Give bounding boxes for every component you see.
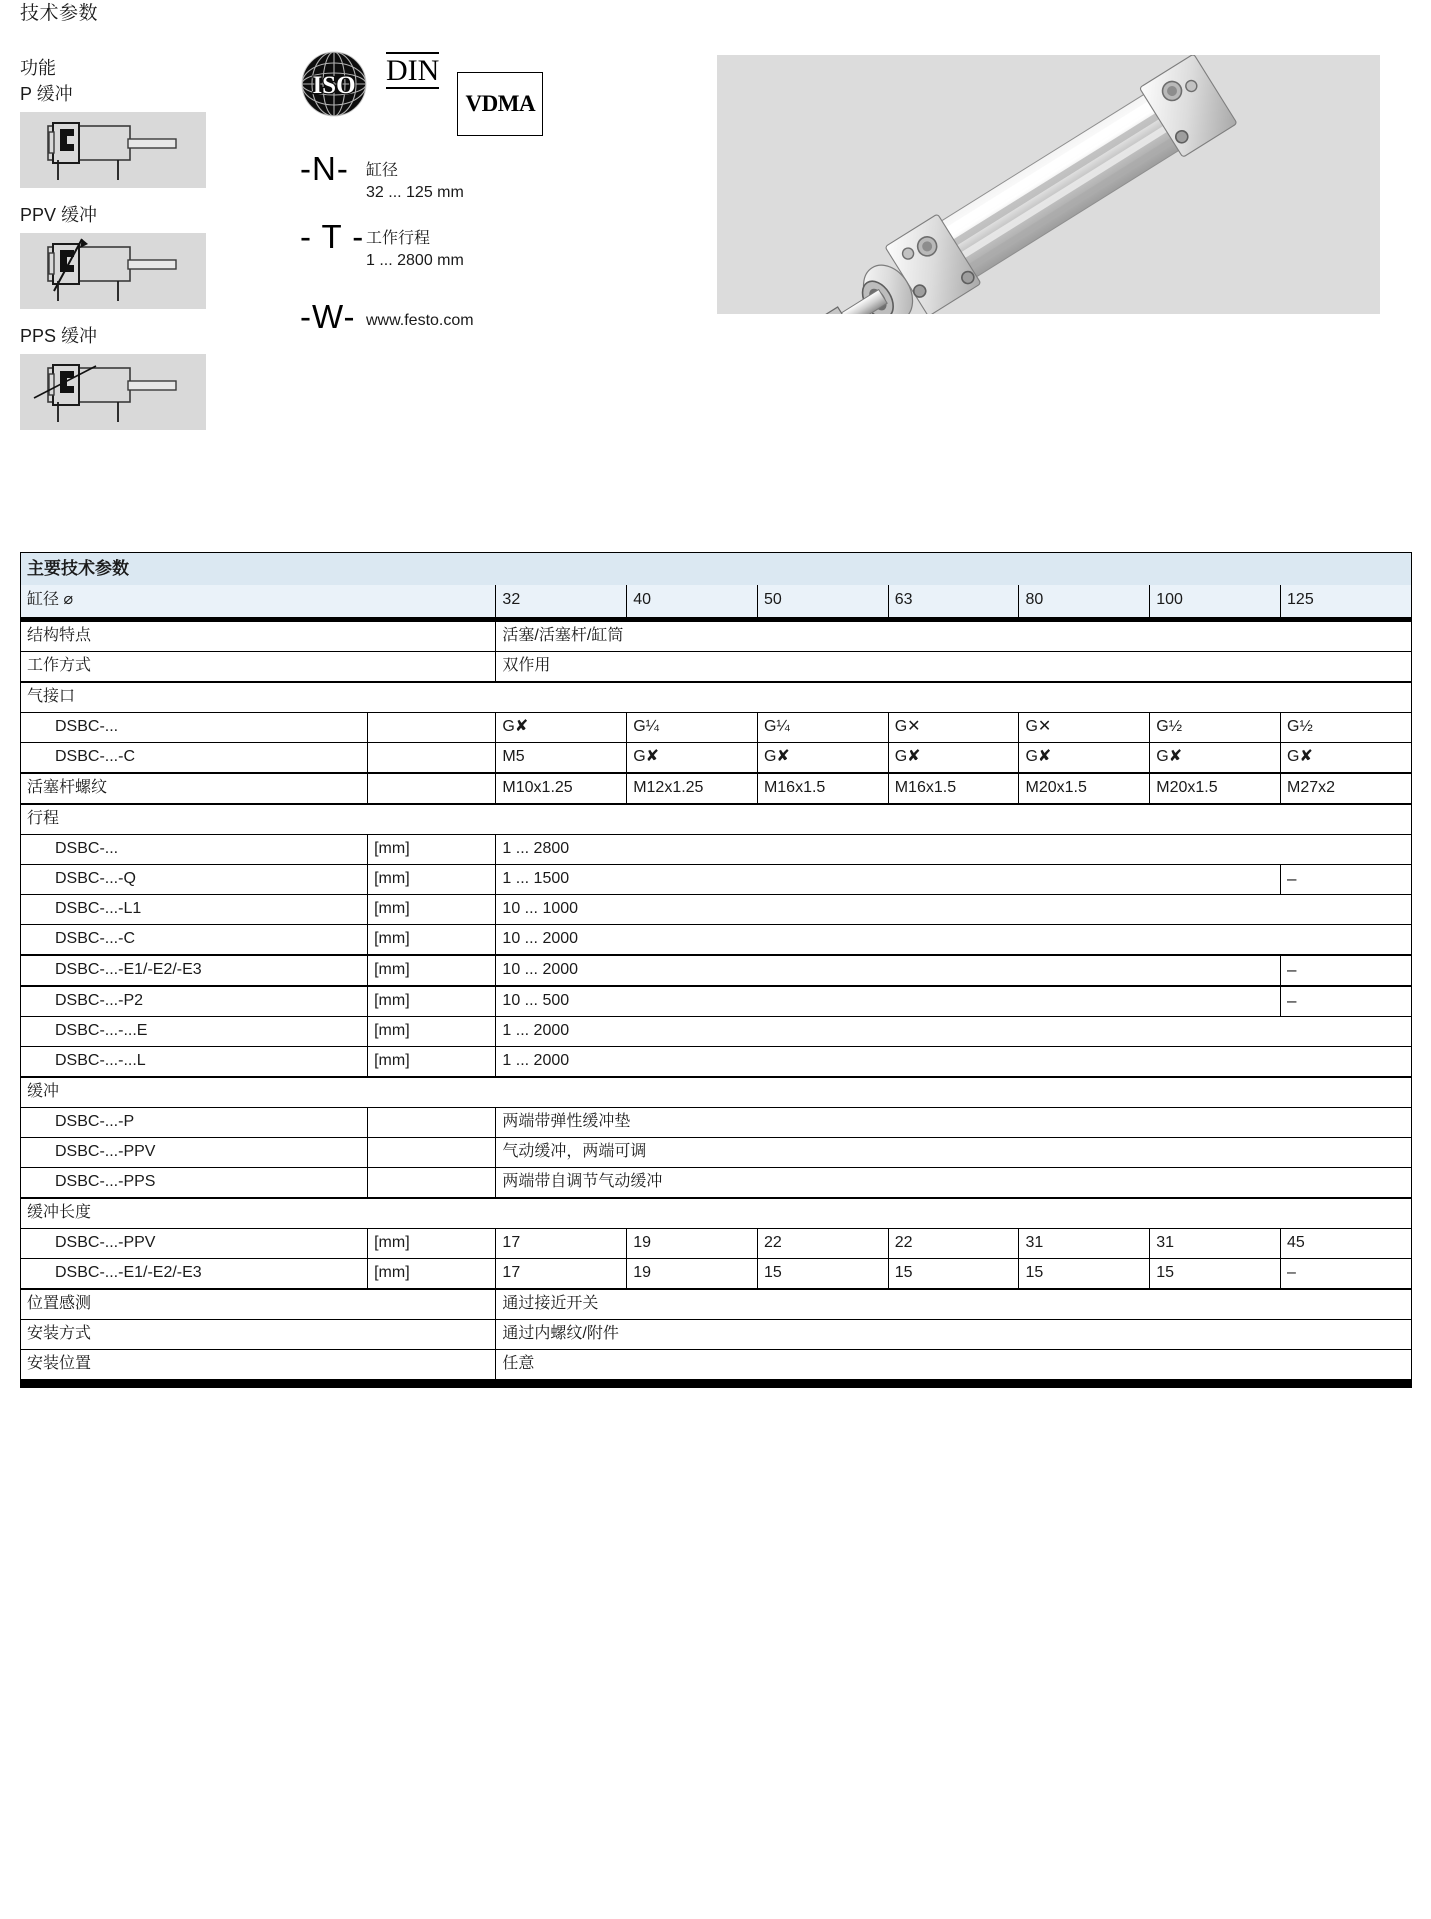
row-value: 10 ... 2000 [496, 925, 1412, 956]
row-value-50: G✘ [757, 743, 888, 774]
feature-code-n: -N- [300, 150, 349, 187]
row-value-80: G✕ [1019, 713, 1150, 743]
row-unit: [mm] [368, 1229, 496, 1259]
row-unit [368, 713, 496, 743]
table-header-row [21, 585, 1412, 620]
cylinder-pps-cushioning-symbol [20, 354, 206, 430]
row-unit: [mm] [368, 1047, 496, 1078]
table-row [21, 1198, 1412, 1229]
row-group-label: 气接口 [21, 682, 1412, 713]
table-row [21, 773, 1412, 804]
table-row [21, 1350, 1412, 1381]
row-group-label: 行程 [21, 804, 1412, 835]
row-label: 位置感测 [21, 1289, 496, 1320]
table-row [21, 1017, 1412, 1047]
product-photo [717, 55, 1380, 314]
row-value: 任意 [496, 1350, 1412, 1381]
table-row [21, 895, 1412, 925]
row-value-32: M10x1.25 [496, 773, 627, 804]
column-header-bore-label: 缸径 ⌀ [21, 585, 496, 620]
row-label: DSBC-...-E1/-E2/-E3 [21, 1259, 368, 1290]
row-value: 活塞/活塞杆/缸筒 [496, 620, 1412, 652]
row-value-125: 45 [1281, 1229, 1412, 1259]
row-label: DSBC-...-L1 [21, 895, 368, 925]
feature-stroke [300, 220, 580, 272]
row-group-label: 缓冲 [21, 1077, 1412, 1108]
row-unit [368, 1168, 496, 1199]
feature-desc-stroke: 工作行程 [366, 230, 431, 247]
row-value-80: 31 [1019, 1229, 1150, 1259]
row-unit [368, 1108, 496, 1138]
column-header-bore-80: 80 [1019, 585, 1150, 620]
feature-code-w: -W- [300, 298, 356, 335]
row-value-last: – [1281, 986, 1412, 1017]
row-label: DSBC-...-C [21, 925, 368, 956]
din-logo: DIN [386, 54, 440, 87]
row-unit [368, 1138, 496, 1168]
row-value-80: G✘ [1019, 743, 1150, 774]
row-label: 安装方式 [21, 1320, 496, 1350]
table-row [21, 620, 1412, 652]
row-value-125: G✘ [1281, 743, 1412, 774]
feature-web [300, 298, 580, 335]
row-value: 通过接近开关 [496, 1289, 1412, 1320]
row-unit: [mm] [368, 1259, 496, 1290]
row-value-63: G✕ [888, 713, 1019, 743]
specifications-table-wrapper [20, 552, 1412, 1388]
row-label: DSBC-...-PPV [21, 1229, 368, 1259]
row-group-label: 缓冲长度 [21, 1198, 1412, 1229]
table-row [21, 1229, 1412, 1259]
vdma-logo: VDMA [457, 72, 543, 136]
row-value: 气动缓冲，两端可调 [496, 1138, 1412, 1168]
table-row [21, 652, 1412, 683]
row-value: 10 ... 1000 [496, 895, 1412, 925]
row-value-32: M5 [496, 743, 627, 774]
row-value-40: 19 [627, 1259, 758, 1290]
row-value-32: 17 [496, 1229, 627, 1259]
feature-desc-bore: 缸径 [366, 162, 399, 179]
table-row [21, 955, 1412, 986]
row-unit [368, 743, 496, 774]
table-band-title [21, 553, 1412, 586]
row-value-32: G✘ [496, 713, 627, 743]
row-label: DSBC-...-C [21, 743, 368, 774]
table-row [21, 1138, 1412, 1168]
row-label: 活塞杆螺纹 [21, 773, 368, 804]
row-value-40: G¼ [627, 713, 758, 743]
row-unit: [mm] [368, 986, 496, 1017]
svg-text:ISO: ISO [312, 72, 356, 99]
row-value-100: 15 [1150, 1259, 1281, 1290]
row-unit [368, 773, 496, 804]
row-label: DSBC-...-...L [21, 1047, 368, 1078]
row-value-50: G¼ [757, 713, 888, 743]
symbol-label-ppv: PPV 缓冲 [20, 205, 98, 225]
column-header-bore-63: 63 [888, 585, 1019, 620]
row-label: DSBC-...-E1/-E2/-E3 [21, 955, 368, 986]
column-header-bore-40: 40 [627, 585, 758, 620]
row-value: 两端带自调节气动缓冲 [496, 1168, 1412, 1199]
row-value-63: G✘ [888, 743, 1019, 774]
cylinder-ppv-cushioning-symbol [20, 233, 206, 309]
table-row [21, 1108, 1412, 1138]
row-label: DSBC-...-P2 [21, 986, 368, 1017]
table-row [21, 986, 1412, 1017]
row-label: DSBC-...-P [21, 1108, 368, 1138]
row-value-50: 22 [757, 1229, 888, 1259]
row-value-63: 22 [888, 1229, 1019, 1259]
table-row [21, 1168, 1412, 1199]
row-value: 两端带弹性缓冲垫 [496, 1108, 1412, 1138]
table-row [21, 713, 1412, 743]
row-value-32: 17 [496, 1259, 627, 1290]
row-value-125: G½ [1281, 713, 1412, 743]
table-row [21, 804, 1412, 835]
feature-value-bore: 32 ... 125 mm [366, 184, 464, 201]
column-header-bore-50: 50 [757, 585, 888, 620]
row-label: DSBC-... [21, 713, 368, 743]
row-value: 10 ... 2000 [496, 955, 1281, 986]
row-value-last: – [1281, 955, 1412, 986]
row-value-100: 31 [1150, 1229, 1281, 1259]
iso-globe-icon [300, 50, 368, 118]
table-row [21, 682, 1412, 713]
row-unit: [mm] [368, 955, 496, 986]
row-value-40: 19 [627, 1229, 758, 1259]
row-label: 安装位置 [21, 1350, 496, 1381]
row-label: DSBC-...-PPS [21, 1168, 368, 1199]
row-label: DSBC-...-Q [21, 865, 368, 895]
table-row [21, 1320, 1412, 1350]
function-heading: 功能 [20, 58, 56, 78]
row-value-100: M20x1.5 [1150, 773, 1281, 804]
feature-desc-web: www.festo.com [366, 312, 474, 329]
row-value-125: – [1281, 1259, 1412, 1290]
row-value: 1 ... 1500 [496, 865, 1281, 895]
standards-column [300, 50, 580, 335]
row-value-50: 15 [757, 1259, 888, 1290]
row-value-100: G✘ [1150, 743, 1281, 774]
row-value: 1 ... 2800 [496, 835, 1412, 865]
row-value-63: 15 [888, 1259, 1019, 1290]
row-unit: [mm] [368, 1017, 496, 1047]
row-value: 10 ... 500 [496, 986, 1281, 1017]
table-row [21, 865, 1412, 895]
table-row [21, 835, 1412, 865]
row-value-40: M12x1.25 [627, 773, 758, 804]
table-row [21, 1047, 1412, 1078]
row-label: 结构特点 [21, 620, 496, 652]
table-row [21, 1289, 1412, 1320]
row-value-50: M16x1.5 [757, 773, 888, 804]
table-row [21, 1259, 1412, 1290]
specifications-table-body [21, 553, 1412, 1381]
row-label: DSBC-...-...E [21, 1017, 368, 1047]
row-value-125: M27x2 [1281, 773, 1412, 804]
row-value-63: M16x1.5 [888, 773, 1019, 804]
table-row [21, 1077, 1412, 1108]
symbol-label-pps: PPS 缓冲 [20, 326, 98, 346]
symbol-label-p: P 缓冲 [20, 84, 73, 104]
page-title: 技术参数 [20, 3, 99, 24]
feature-bore [300, 152, 580, 204]
row-label: 工作方式 [21, 652, 496, 683]
row-value-40: G✘ [627, 743, 758, 774]
row-unit: [mm] [368, 835, 496, 865]
column-header-bore-125: 125 [1281, 585, 1412, 620]
column-header-bore-32: 32 [496, 585, 627, 620]
row-value-last: – [1281, 865, 1412, 895]
column-header-bore-100: 100 [1150, 585, 1281, 620]
feature-code-t: - T - [300, 218, 365, 255]
table-row [21, 743, 1412, 774]
row-label: DSBC-... [21, 835, 368, 865]
row-unit: [mm] [368, 865, 496, 895]
row-label: DSBC-...-PPV [21, 1138, 368, 1168]
cylinder-p-cushioning-symbol [20, 112, 206, 188]
row-unit: [mm] [368, 895, 496, 925]
row-value-100: G½ [1150, 713, 1281, 743]
table-bottom-rule [20, 1381, 1412, 1388]
row-unit: [mm] [368, 925, 496, 956]
row-value: 1 ... 2000 [496, 1047, 1412, 1078]
row-value: 1 ... 2000 [496, 1017, 1412, 1047]
specifications-table [20, 552, 1412, 1381]
row-value-80: 15 [1019, 1259, 1150, 1290]
feature-value-stroke: 1 ... 2800 mm [366, 252, 464, 269]
table-row [21, 925, 1412, 956]
standards-logos [300, 50, 580, 136]
row-value: 通过内螺纹/附件 [496, 1320, 1412, 1350]
function-symbols-column [20, 55, 250, 430]
table-title: 主要技术参数 [21, 553, 1412, 586]
row-value-80: M20x1.5 [1019, 773, 1150, 804]
row-value: 双作用 [496, 652, 1412, 683]
